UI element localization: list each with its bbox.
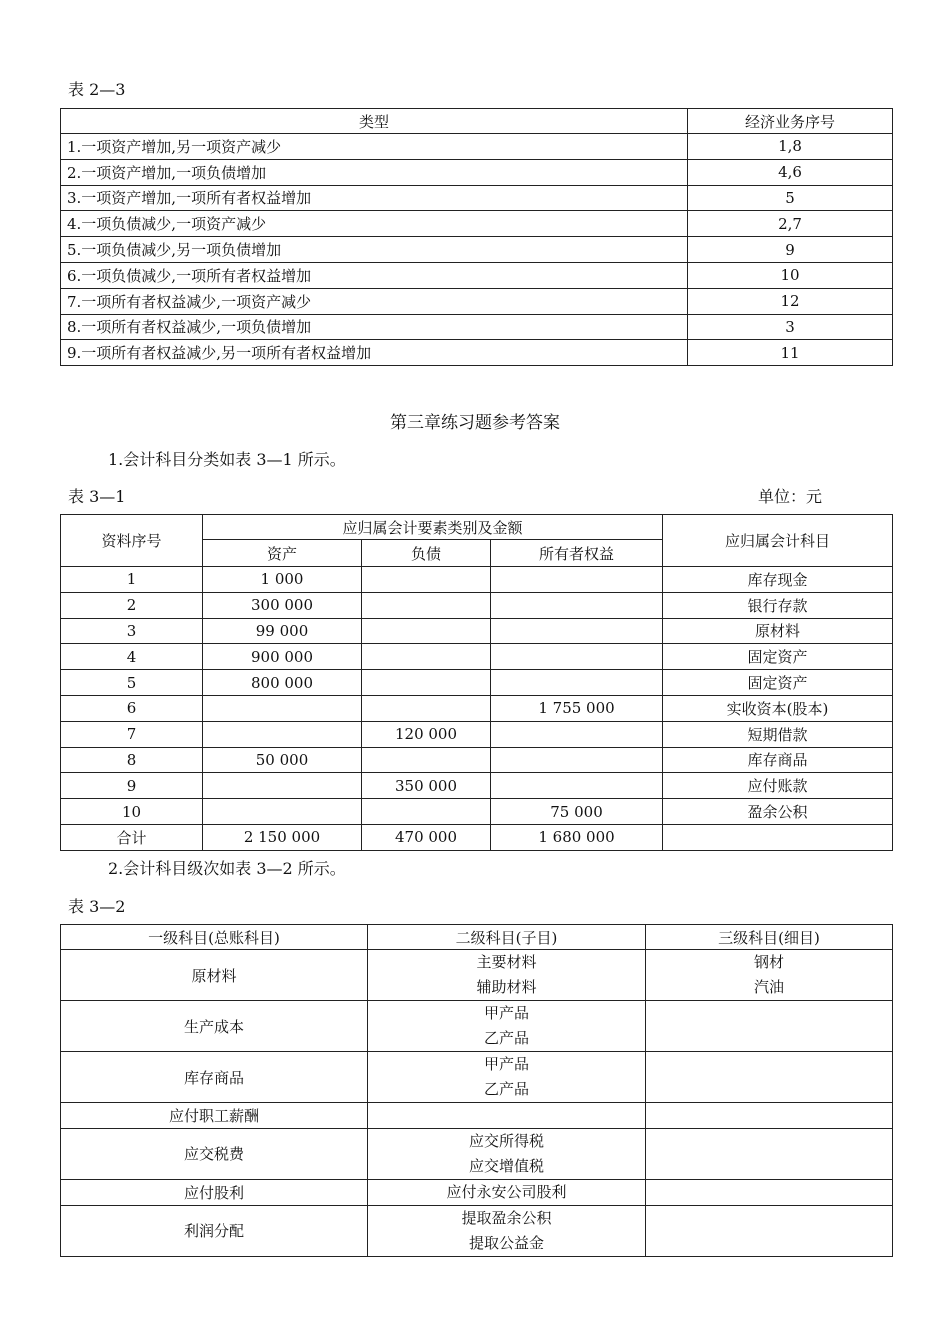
level2-cell (368, 950, 646, 1001)
liability-cell (362, 567, 491, 593)
liability-cell (362, 670, 491, 696)
level3-cell (646, 950, 893, 1001)
level2-cell (368, 1179, 646, 1205)
table-row (61, 747, 893, 773)
level2-cell (368, 1128, 646, 1179)
type-cell: 7.一项所有者权益减少,一项资产减少 (61, 288, 688, 314)
subject-item: 乙产品 (483, 1080, 529, 1098)
account-cell: 实收资本(股本) (663, 695, 893, 721)
equity-cell (491, 618, 663, 644)
account-cell (663, 824, 893, 850)
table-row (61, 618, 893, 644)
table-row (61, 1179, 893, 1205)
level2-cell (368, 1205, 646, 1256)
table-row (61, 1001, 893, 1052)
level1-cell: 生产成本 (61, 1001, 368, 1052)
table-row (61, 824, 893, 850)
number-cell: 11 (688, 340, 893, 366)
asset-cell: 99 000 (203, 618, 362, 644)
seq-cell: 10 (61, 799, 203, 825)
level3-cell (646, 1179, 893, 1205)
subject-item: 辅助材料 (476, 978, 537, 996)
asset-cell: 900 000 (203, 644, 362, 670)
table-row (61, 592, 893, 618)
table-row (61, 237, 893, 263)
equity-cell: 1 755 000 (491, 695, 663, 721)
liability-cell (362, 747, 491, 773)
seq-cell: 6 (61, 695, 203, 721)
equity-cell (491, 721, 663, 747)
table-3-1-header-seq: 资料序号 (61, 515, 203, 567)
table-3-1-header-asset: 资产 (203, 540, 362, 567)
subject-item: 应付永安公司股利 (446, 1182, 567, 1201)
chapter-heading: 第三章练习题参考答案 (390, 413, 560, 433)
paragraph-2: 2.会计科目级次如表 3—2 所示。 (108, 859, 346, 878)
number-cell: 2,7 (688, 211, 893, 237)
seq-cell: 3 (61, 618, 203, 644)
subject-item: 乙产品 (483, 1029, 529, 1047)
type-cell: 5.一项负债减少,另一项负债增加 (61, 237, 688, 263)
subject-item: 应交所得税 (468, 1131, 544, 1150)
level1-cell: 应付股利 (61, 1179, 368, 1205)
asset-cell: 800 000 (203, 670, 362, 696)
level1-cell: 应交税费 (61, 1128, 368, 1179)
asset-cell (203, 695, 362, 721)
liability-cell (362, 799, 491, 825)
table-row (61, 1205, 893, 1256)
liability-cell (362, 592, 491, 618)
liability-cell (362, 695, 491, 721)
seq-cell: 合计 (61, 824, 203, 850)
table-row (61, 159, 893, 185)
table-3-1-header-group: 应归属会计要素类别及金额 (203, 515, 663, 540)
type-cell: 4.一项负债减少,一项资产减少 (61, 211, 688, 237)
number-cell: 5 (688, 185, 893, 211)
table-row (61, 950, 893, 1001)
seq-cell: 4 (61, 644, 203, 670)
level3-cell (646, 1205, 893, 1256)
level3-cell (646, 1052, 893, 1103)
table-row (61, 211, 893, 237)
asset-cell: 2 150 000 (203, 824, 362, 850)
account-cell: 库存现金 (663, 567, 893, 593)
liability-cell: 350 000 (362, 773, 491, 799)
table-3-2-header-level3: 三级科目(细目) (646, 925, 893, 950)
subject-item: 提取公益金 (468, 1233, 544, 1252)
number-cell: 10 (688, 262, 893, 288)
table-3-2-header-level2: 二级科目(子目) (368, 925, 646, 950)
type-cell: 3.一项资产增加,一项所有者权益增加 (61, 185, 688, 211)
subject-item: 甲产品 (483, 1004, 529, 1022)
seq-cell: 2 (61, 592, 203, 618)
number-cell: 4,6 (688, 159, 893, 185)
type-cell: 6.一项负债减少,一项所有者权益增加 (61, 262, 688, 288)
equity-cell (491, 644, 663, 670)
number-cell: 12 (688, 288, 893, 314)
level2-cell (368, 1103, 646, 1129)
account-cell: 盈余公积 (663, 799, 893, 825)
level3-cell (646, 1103, 893, 1129)
level3-cell (646, 1128, 893, 1179)
table-row (61, 644, 893, 670)
seq-cell: 5 (61, 670, 203, 696)
table-2-3 (60, 108, 893, 366)
account-cell: 原材料 (663, 618, 893, 644)
number-cell: 3 (688, 314, 893, 340)
seq-cell: 1 (61, 567, 203, 593)
type-cell: 8.一项所有者权益减少,一项负债增加 (61, 314, 688, 340)
table-3-1-header-account: 应归属会计科目 (663, 515, 893, 567)
level1-cell: 库存商品 (61, 1052, 368, 1103)
type-cell: 1.一项资产增加,另一项资产减少 (61, 134, 688, 160)
equity-cell (491, 773, 663, 799)
liability-cell (362, 618, 491, 644)
seq-cell: 8 (61, 747, 203, 773)
table-3-1 (60, 514, 893, 851)
asset-cell (203, 721, 362, 747)
level2-cell (368, 1001, 646, 1052)
account-cell: 银行存款 (663, 592, 893, 618)
table-row (61, 1052, 893, 1103)
table-3-1-header-equity: 所有者权益 (491, 540, 663, 567)
subject-item: 主要材料 (476, 953, 537, 971)
account-cell: 固定资产 (663, 670, 893, 696)
account-cell: 库存商品 (663, 747, 893, 773)
table-2-3-header-type: 类型 (61, 109, 688, 134)
equity-cell (491, 747, 663, 773)
table-row (61, 670, 893, 696)
table-3-1-unit: 单位：元 (758, 487, 823, 506)
table-row (61, 567, 893, 593)
level1-cell: 应付职工薪酬 (61, 1103, 368, 1129)
table-row (61, 773, 893, 799)
equity-cell (491, 567, 663, 593)
equity-cell: 75 000 (491, 799, 663, 825)
level3-cell (646, 1001, 893, 1052)
table-2-3-caption: 表 2—3 (68, 80, 126, 99)
asset-cell: 300 000 (203, 592, 362, 618)
number-cell: 9 (688, 237, 893, 263)
table-row (61, 1103, 893, 1129)
asset-cell: 1 000 (203, 567, 362, 593)
level1-cell: 利润分配 (61, 1205, 368, 1256)
table-row (61, 1128, 893, 1179)
number-cell: 1,8 (688, 134, 893, 160)
liability-cell: 470 000 (362, 824, 491, 850)
account-cell: 应付账款 (663, 773, 893, 799)
seq-cell: 7 (61, 721, 203, 747)
table-row (61, 262, 893, 288)
type-cell: 2.一项资产增加,一项负债增加 (61, 159, 688, 185)
table-2-3-header-number: 经济业务序号 (688, 109, 893, 134)
asset-cell (203, 799, 362, 825)
table-row (61, 695, 893, 721)
liability-cell (362, 644, 491, 670)
subject-item: 应交增值税 (468, 1156, 544, 1175)
table-row (61, 134, 893, 160)
paragraph-1: 1.会计科目分类如表 3—1 所示。 (108, 450, 346, 469)
table-3-2-header-level1: 一级科目(总账科目) (61, 925, 368, 950)
level2-cell (368, 1052, 646, 1103)
level1-cell: 原材料 (61, 950, 368, 1001)
account-cell: 短期借款 (663, 721, 893, 747)
table-3-1-caption: 表 3—1 (68, 487, 126, 506)
table-row (61, 185, 893, 211)
table-3-2-caption: 表 3—2 (68, 897, 126, 916)
table-row (61, 340, 893, 366)
table-row (61, 799, 893, 825)
account-cell: 固定资产 (663, 644, 893, 670)
table-3-1-header-liability: 负债 (362, 540, 491, 567)
subject-item: 甲产品 (483, 1055, 529, 1073)
table-3-2 (60, 924, 893, 1257)
liability-cell: 120 000 (362, 721, 491, 747)
asset-cell (203, 773, 362, 799)
equity-cell: 1 680 000 (491, 824, 663, 850)
type-cell: 9.一项所有者权益减少,另一项所有者权益增加 (61, 340, 688, 366)
seq-cell: 9 (61, 773, 203, 799)
equity-cell (491, 670, 663, 696)
subject-item: 提取盈余公积 (461, 1208, 552, 1227)
subject-item: 钢材 (753, 953, 784, 971)
table-row (61, 314, 893, 340)
table-row (61, 288, 893, 314)
equity-cell (491, 592, 663, 618)
subject-item: 汽油 (753, 978, 784, 996)
asset-cell: 50 000 (203, 747, 362, 773)
table-row (61, 721, 893, 747)
